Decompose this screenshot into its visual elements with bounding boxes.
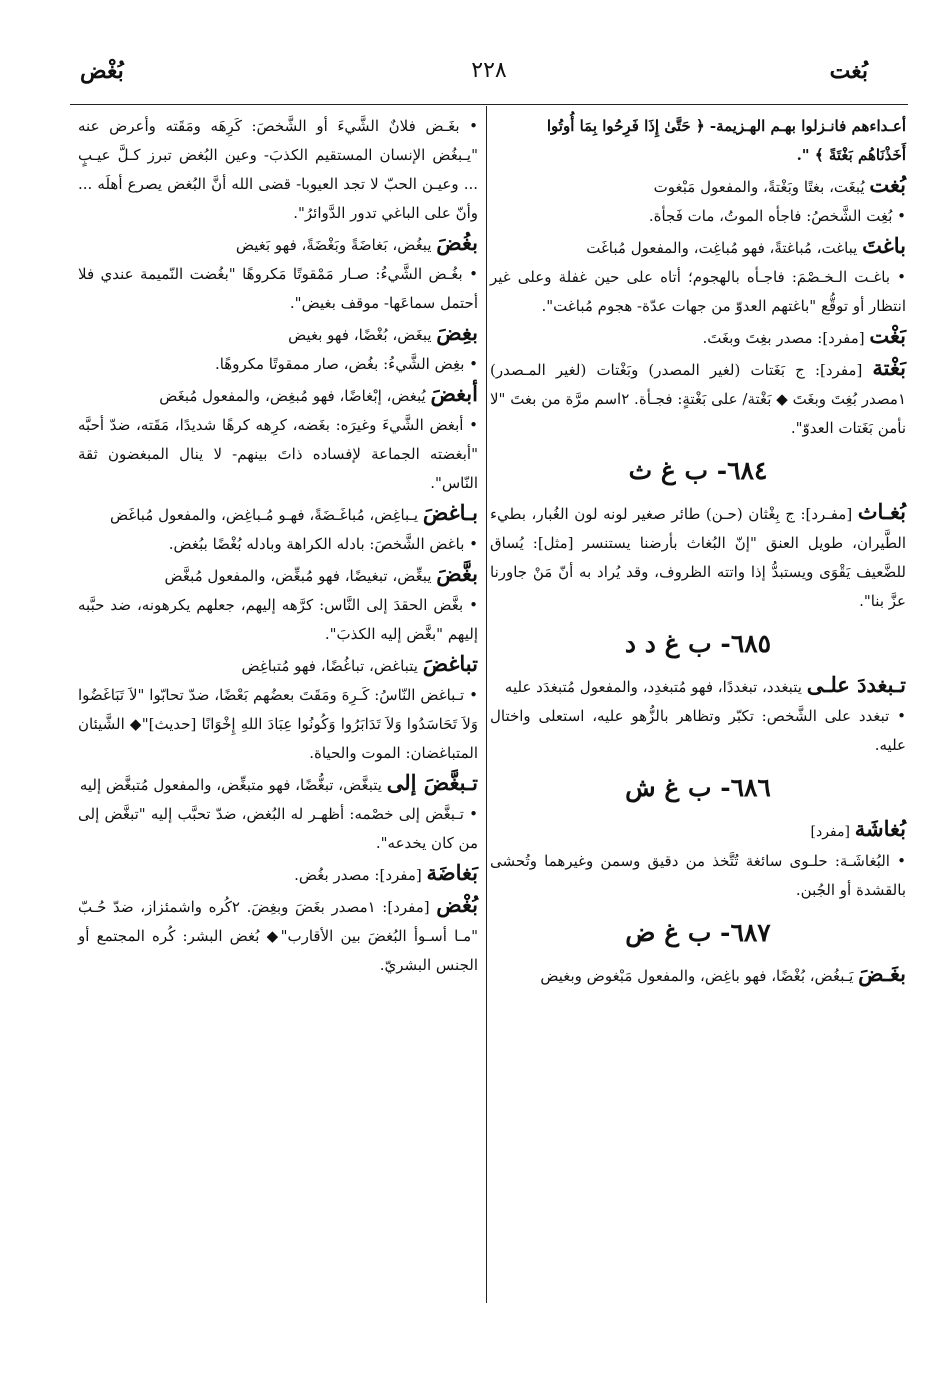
entry (78, 559, 478, 591)
sense: • البُغاشَـة: حلـوى سائغة تُتَّخذ من دقيق وسمن وغيرهما وتُحشى بالقشدة أو الجُبن. (490, 847, 906, 905)
entry-body: [مفرد]: ١مصدر بغَضَ وبغِضَ. ٢كُره واشمئزاز، ضدّ حُـبّ "مـا أسـوأ البُغضَ بين الأقارب"◆ بُغض البشر: كُره المجتمع أو الجنس البشريّ. (78, 898, 478, 974)
entry-body: يتباغض، تباغُضًا، فهو مُتباغِض (241, 657, 418, 675)
sense: • بغِض الشَّيءُ: بغُض، صار ممقوتًا مكروهًا. (78, 350, 478, 379)
headword: بَغْت (869, 323, 906, 348)
sense: • تبغدد على الشَّخص: تكبّر وتظاهر بالزُّهو عليه، استعلى واختال عليه. (490, 702, 906, 760)
right-column (490, 112, 906, 991)
entry-body: يـباغِض، مُباغَـضَةً، فهـو مُـباغِض، والمفعول مُباغَض (109, 506, 419, 524)
entry-body: يباغت، مُباغتةً، فهو مُباغِت، والمفعول مُباغَت (586, 239, 858, 257)
headword: بغُضَ (436, 230, 478, 255)
entry-body: يبغِّض، تبغيضًا، فهو مُبغِّض، والمفعول مُبغَّض (164, 567, 432, 585)
entry-body: [مفـرد]: ج بِغْثان (حـن) طائر صغير لونه لون الغُبار، بطيء الطَّيران، طويل العنق "إنّ البُغاث بأرضنا يستنسر [مثل]: يُساق للضَّعيف يَقْوَى ويستبدُّ إذا واتته الظروف، وقد يُراد به أنّ مَنْ جاورنا عزَّ بنا". (490, 505, 906, 610)
root-section-heading: ٦٨٤- ب غ ث (628, 456, 768, 485)
entry-body: يبغُض، بَغاضَةً وبَغْضَةً، فهو بَغيض (235, 236, 432, 254)
headword: بُغـاث (857, 499, 907, 524)
headword: بغَـضَ (858, 961, 906, 986)
entry (490, 497, 906, 616)
page-number: ٢٢٨ (471, 58, 507, 83)
sense: • تـبغَّض إلى خصْمه: أظهـر له البُغض، ضدّ تحبَّب إليه "تبغَّض إلى من كان يخدعه". (78, 800, 478, 858)
entry (490, 959, 906, 991)
header-guide-word-right: بُغت (829, 58, 868, 84)
sense: • تـباغض النّاسُ: كَـرِهَ ومَقَتَ بعضُهم بَعْضًا، ضدّ تحابّوا "لاَ تَبَاغَضُوا وَلاَ تَحَاسَدُوا وَلاَ تَدَابَرُوا وَكُونُوا عِبَادَ اللهِ إِخْوَانًا [حديث]"◆ الشَّيئان المتباغضان: الموت والحياة. (78, 681, 478, 768)
entry (78, 649, 478, 681)
headword: تـبغددَ علـى (806, 672, 906, 697)
entry (78, 498, 478, 530)
entry-body: [مفرد]: مصدر بغُض. (294, 866, 422, 884)
entry-body: [مفرد]: ج بَغَتات (لغير المصدر) وبَغْتات (لغير المـصدر) ١مصدر بُغِتَ وبغَتَ ◆ بَغْتة/ على بَغْتةٍ: فجـأة. ٢اسم مرَّة من بغتَ "لا نأمن بَغَتات العدوّ". (490, 361, 906, 437)
entry (78, 318, 478, 350)
entry (490, 231, 906, 263)
headword: أبغضَ (430, 381, 478, 406)
column-divider (486, 106, 487, 1303)
sense: • باغض الشَّخصَ: بادله الكراهة وبادله بُغْضًا ببُغض. (78, 530, 478, 559)
root-section-heading: ٦٨٦- ب غ ش (625, 773, 771, 802)
entry (490, 321, 906, 353)
entry (490, 170, 906, 202)
entry-body: يُبغَت، بغتًا وبَغْتةً، والمفعول مَبْغوت (653, 178, 865, 196)
headword: بُغْض (436, 892, 478, 917)
sense: • بغَـض فلانٌ الشَّيءَ أو الشَّخصَ: كَرِهَه ومَقَته وأعرض عنه "يـبغُض الإنسان المستقيم الكذبَ- وعين البُغض تبرز كـلَّ عيـبٍ ... وعيـن الحبّ لا تجد العيوبا- قضى الله أنَّ البُغض يصرع أهلَه ... وأنّ على الباغي تدور الدَّوائرُ". (78, 112, 478, 228)
entry-body: يتبغدد، تبغددًا، فهو مُتبغدِد، والمفعول مُتبغدَد عليه (504, 678, 802, 696)
headword: بَغاضَة (426, 860, 478, 885)
headword: بـاغضَ (422, 500, 478, 525)
entry (490, 353, 906, 443)
entry (78, 890, 478, 980)
entry-body: يَـبغُض، بُغْضًا، فهو باغِض، والمفعول مَبْغوض وبغيض (540, 967, 854, 985)
sense: • أبغض الشَّيءَ وغيرَه: بغَضه، كرِهه كرهًا شديدًا، مَقَته، ضدّ أحبَّه "أبغضته الجماعة لإفساده ذاتَ بينهم- لا ينال المبغضون ثقة النّاس". (78, 411, 478, 498)
entry (78, 379, 478, 411)
headword: بُغاشَة (854, 816, 906, 841)
root-section-heading: ٦٨٧- ب غ ض (625, 918, 771, 947)
entry-body: [مفرد]: مصدر بغِتَ وبغَتَ. (702, 329, 865, 347)
root-section-heading: ٦٨٥- ب غ د د (624, 629, 772, 658)
entry (78, 858, 478, 890)
sense: • بغَّض الحقدَ إلى النَّاس: كرَّهه إليهم، جعلهم يكرهونه، ضد حبَّبه إليهم "بغَّض إليه الكذبَ". (78, 591, 478, 649)
header-rule (70, 104, 908, 105)
sense: • بغُـض الشَّيءُ: صـار مَمْقوتًا مَكروهًا "بغُضت النّميمة عندي فلا أحتمل سماعَها- موقف بغيض". (78, 260, 478, 318)
sense: • بُغِت الشَّخصُ: فاجأه الموتُ، مات فَجأة. (490, 202, 906, 231)
continued-text: أعـداءهم فانـزلوا بهـم الهـزيمة- ﴿ حَتَّىٰ إِذَا فَرِحُوا بِمَا أُوتُوا (546, 117, 906, 135)
headword: باغتَ (862, 233, 906, 258)
sense: • باغـت الـخـصْمَ: فاجـأه بالهجوم؛ أتاه على حين غفلة وعلى غير انتظار أو توقُّع "باغتهم العدوّ من جهات عدّة- هجوم مُباغت". (490, 263, 906, 321)
entry (78, 768, 478, 800)
page-header (70, 50, 908, 100)
entry-tag: [مفرد] (810, 824, 850, 840)
header-guide-word-left: بُغْض (80, 58, 124, 84)
continued-text: أَخَذْنَاهُم بَغْتَةً ﴾ ". (796, 146, 906, 164)
entry-body: يتبغَّض، تبغُّضًا، فهو متبغِّض، والمفعول مُتبغَّض إليه (79, 776, 382, 794)
entry-body: يُبغض، إبْغاضًا، فهو مُبغِض، والمفعول مُبغَض (159, 387, 426, 405)
headword: بَغْتة (872, 355, 906, 380)
entry (78, 228, 478, 260)
headword: تـبغَّضَ إلى (386, 770, 478, 795)
entry (490, 814, 906, 847)
headword: تباغضَ (422, 651, 478, 676)
entry-body: يبغَض، بُغْضًا، فهو بغيض (288, 326, 432, 344)
headword: بغَّضَ (436, 561, 478, 586)
entry (490, 670, 906, 702)
headword: بُغت (869, 172, 906, 197)
left-column (78, 112, 478, 980)
headword: بغِضَ (436, 320, 478, 345)
